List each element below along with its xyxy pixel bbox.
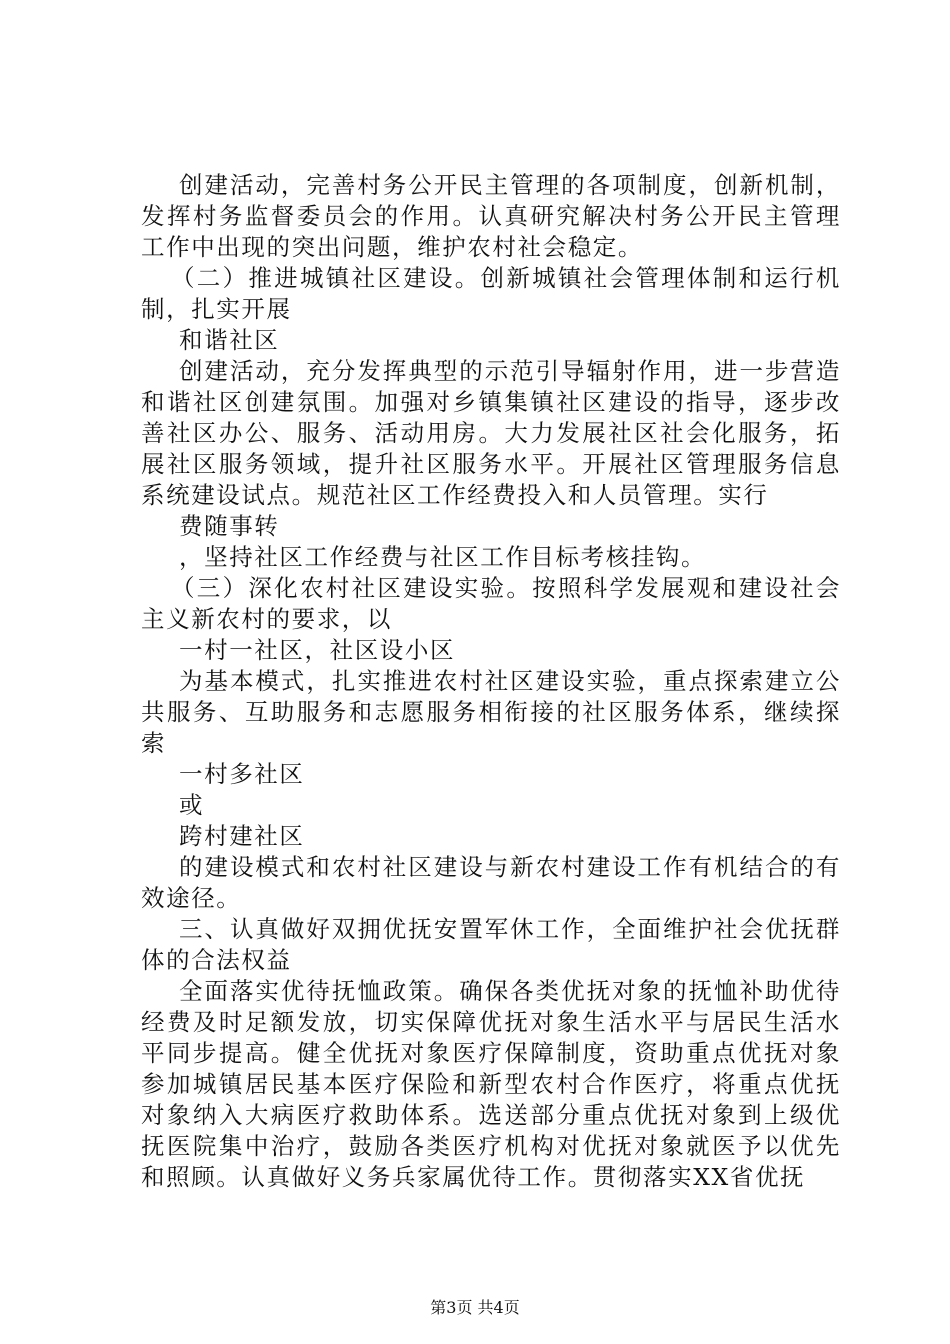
paragraph: 为基本模式，扎实推进农村社区建设实验，重点探索建立公共服务、互助服务和志愿服务相衔接的社区服务体系，继续探索 [141, 667, 841, 757]
paragraph: 和谐社区 [179, 326, 280, 354]
paragraph: 的建设模式和农村社区建设与新农村建设工作有机结合的有效途径。 [141, 853, 841, 912]
paragraph: ，坚持社区工作经费与社区工作目标考核挂钩。 [179, 543, 707, 571]
paragraph: 跨村建社区 [179, 822, 305, 850]
paragraph: 全面落实优待抚恤政策。确保各类优抚对象的抚恤补助优待经费及时足额发放，切实保障优抚对象生活水平与居民生活水平同步提高。健全优抚对象医疗保障制度，资助重点优抚对象参加城镇居民基本医疗保险和新型农村合作医疗，将重点优抚对象纳入大病医疗救助体系。选送部分重点优抚对象到上级优抚医院集中治疗，鼓励各类医疗机构对优抚对象就医予以优先和照顾。认真做好义务兵家属优待工作。贯彻落实XX省优抚 [141, 977, 841, 1191]
paragraph: 或 [179, 791, 205, 819]
section-heading: 三、认真做好双拥优抚安置军休工作，全面维护社会优抚群体的合法权益 [141, 915, 841, 974]
page-footer: 第3页 共4页 [430, 1298, 520, 1317]
document-body [141, 170, 841, 1193]
paragraph: 创建活动，完善村务公开民主管理的各项制度，创新机制，发挥村务监督委员会的作用。认真研究解决村务公开民主管理工作中出现的突出问题，维护农村社会稳定。 [141, 171, 841, 261]
paragraph: 一村多社区 [179, 760, 305, 788]
paragraph: （三）深化农村社区建设实验。按照科学发展观和建设社会主义新农村的要求，以 [141, 574, 841, 633]
paragraph: 一村一社区，社区设小区 [179, 636, 456, 664]
paragraph: 创建活动，充分发挥典型的示范引导辐射作用，进一步营造和谐社区创建氛围。加强对乡镇集镇社区建设的指导，逐步改善社区办公、服务、活动用房。大力发展社区社会化服务，拓展社区服务领域，提升社区服务水平。开展社区管理服务信息系统建设试点。规范社区工作经费投入和人员管理。实行 [141, 357, 841, 509]
paragraph: 费随事转 [179, 512, 280, 540]
paragraph: （二）推进城镇社区建设。创新城镇社会管理体制和运行机制，扎实开展 [141, 264, 841, 323]
